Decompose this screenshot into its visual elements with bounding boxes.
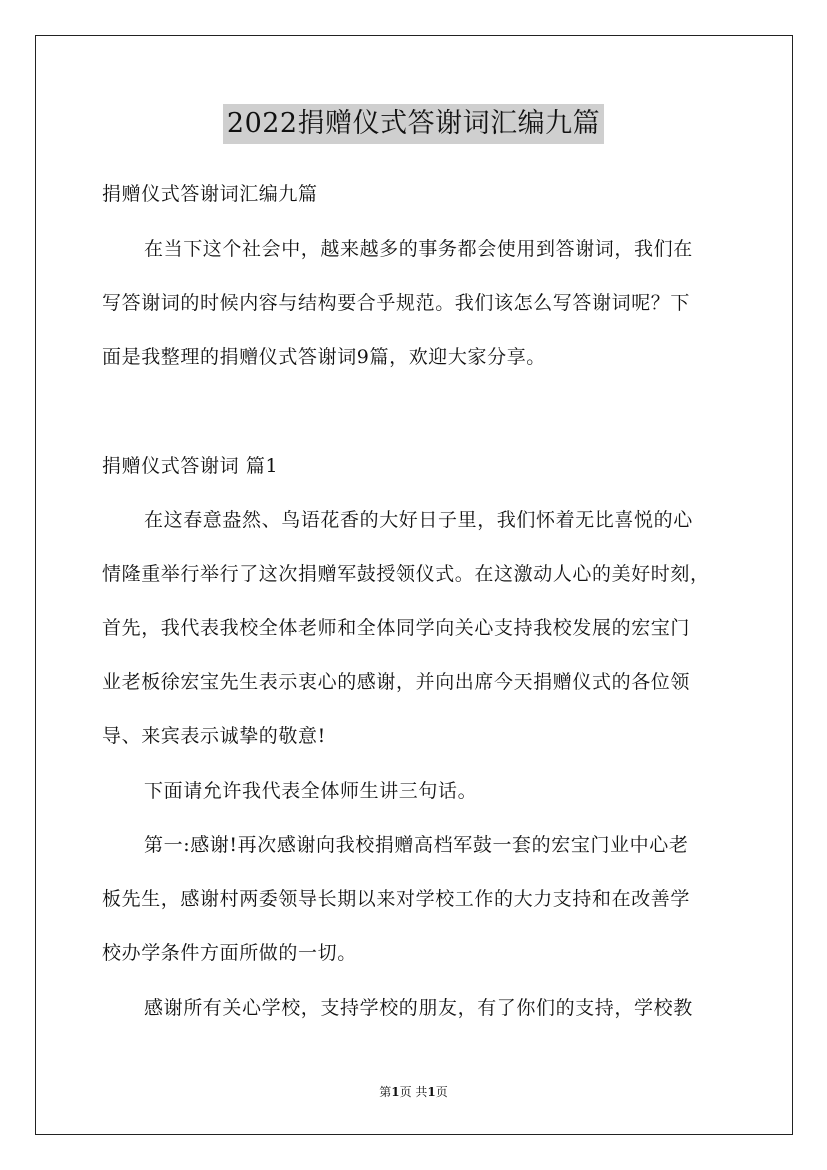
body-line: 情隆重举行举行了这次捐赠军鼓授领仪式。在这激动人心的美好时刻， xyxy=(102,563,710,585)
document-title: 2022捐赠仪式答谢词汇编九篇 xyxy=(223,104,604,144)
intro-line: 写答谢词的时候内容与结构要合乎规范。我们该怎么写答谢词呢？下 xyxy=(102,292,691,314)
body-line: 首先，我代表我校全体老师和全体同学向关心支持我校发展的宏宝门 xyxy=(102,617,691,639)
body-line: 感谢所有关心学校，支持学校的朋友，有了你们的支持，学校教 xyxy=(144,997,693,1019)
footer-page-total: 1 xyxy=(427,1085,436,1099)
footer-prefix: 第 xyxy=(379,1085,392,1099)
footer-mid: 页 共 xyxy=(399,1085,428,1099)
body-line: 业老板徐宏宝先生表示衷心的感谢，并向出席今天捐赠仪式的各位领 xyxy=(102,671,691,693)
intro-line: 在当下这个社会中，越来越多的事务都会使用到答谢词，我们在 xyxy=(144,238,693,260)
section-heading: 捐赠仪式答谢词 篇1 xyxy=(102,455,279,477)
footer-page-current: 1 xyxy=(391,1085,400,1099)
body-line: 在这春意盎然、鸟语花香的大好日子里，我们怀着无比喜悦的心 xyxy=(144,509,693,531)
body-line: 校办学条件方面所做的一切。 xyxy=(102,942,357,964)
title-container xyxy=(0,104,827,144)
subtitle: 捐赠仪式答谢词汇编九篇 xyxy=(102,183,318,205)
body-line: 第一:感谢!再次感谢向我校捐赠高档军鼓一套的宏宝门业中心老 xyxy=(144,834,689,856)
body-line: 板先生，感谢村两委领导长期以来对学校工作的大力支持和在改善学 xyxy=(102,888,691,910)
body-line: 导、来宾表示诚挚的敬意! xyxy=(102,725,326,747)
intro-line: 面是我整理的捐赠仪式答谢词9篇，欢迎大家分享。 xyxy=(102,346,546,368)
body-line: 下面请允许我代表全体师生讲三句话。 xyxy=(144,780,478,802)
page-footer xyxy=(0,1084,827,1100)
footer-suffix: 页 xyxy=(435,1085,448,1099)
